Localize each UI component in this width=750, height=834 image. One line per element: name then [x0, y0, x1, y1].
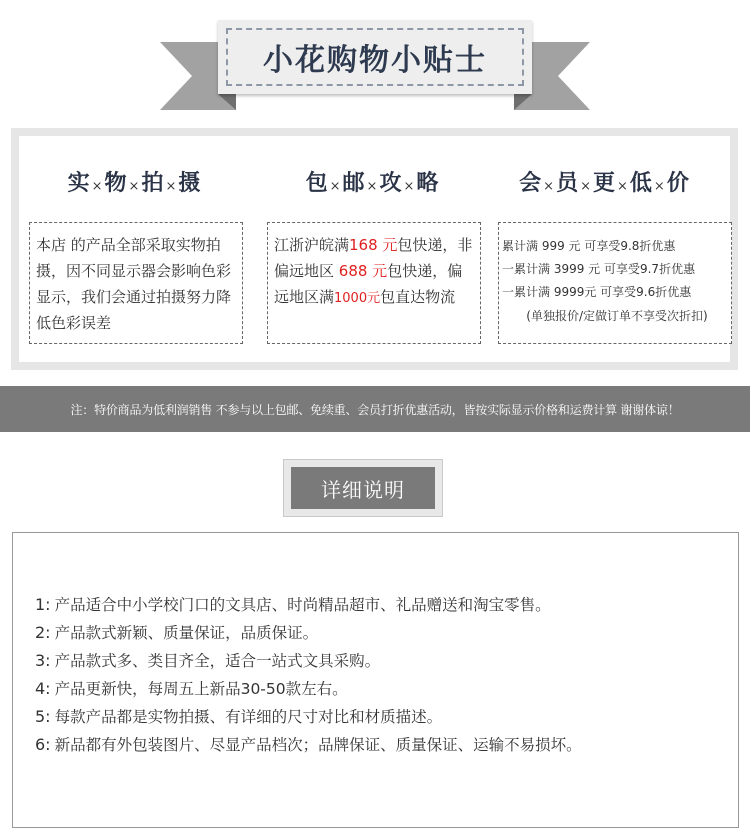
- member-discount-note: (单独报价/定做订单不享受次折扣): [526, 309, 708, 323]
- notice-bar: [0, 386, 750, 432]
- banner-box: [218, 20, 532, 94]
- tips-inner: [19, 136, 730, 362]
- tip-box-shipping: [267, 222, 481, 344]
- detail-title-frame: [283, 459, 443, 517]
- detail-title: 详细说明: [321, 477, 405, 502]
- price-1000: 1000元: [334, 291, 381, 306]
- tip-shipping-column: [257, 136, 487, 362]
- member-discount-line: 累计满 999 元 可享受9.8折优惠: [502, 239, 676, 253]
- member-discount-line: 一累计满 3999 元 可享受9.7折优惠: [502, 262, 696, 276]
- tip-member-column: [489, 136, 719, 362]
- detail-box: [12, 532, 739, 828]
- tip-box-member: [498, 222, 732, 344]
- detail-title-box: [291, 467, 435, 509]
- detail-list: [35, 591, 725, 759]
- price-168: 168 元: [349, 236, 398, 254]
- detail-item: 1: 产品适合中小学校门口的文具店、时尚精品超市、礼品赠送和淘宝零售。: [35, 595, 551, 614]
- tips-panel: [11, 128, 738, 370]
- detail-item: 6: 新品都有外包装图片、尽显产品档次；品牌保证、质量保证、运输不易损坏。: [35, 735, 582, 754]
- detail-item: 2: 产品款式新颖、质量保证，品质保证。: [35, 623, 319, 642]
- member-discount-line: 一累计满 9999元 可享受9.6折优惠: [502, 285, 692, 299]
- tip-text-shipping: 江浙沪皖满168 元包快递，非偏远地区 688 元包快递，偏远地区满1000元包直达物流: [274, 236, 473, 306]
- tip-box-photo: [29, 222, 243, 344]
- banner: [0, 0, 750, 120]
- member-discount-list: [502, 235, 732, 327]
- tip-photo-column: [19, 136, 249, 362]
- price-688: 688 元: [338, 262, 388, 280]
- banner-inner: [226, 28, 524, 86]
- tip-heading-photo: 实 ×物 ×拍 ×摄: [67, 170, 201, 196]
- detail-item: 4: 产品更新快，每周五上新品30-50款左右。: [35, 679, 348, 698]
- detail-item: 3: 产品款式多、类目齐全，适合一站式文具采购。: [35, 651, 381, 670]
- banner-title: 小花购物小贴士: [263, 43, 487, 78]
- tip-heading-member: 会 ×员 ×更 ×低 ×价: [519, 170, 689, 196]
- notice-text: 注：特价商品为低利润销售 不参与以上包邮、免续重、会员打折优惠活动，皆按实际显示价格和运费计算 谢谢体谅！: [70, 402, 680, 417]
- tip-text-photo: 本店 的产品全部采取实物拍摄，因不同显示器会影响色彩显示，我们会通过拍摄努力降低色彩误差: [36, 236, 232, 332]
- tip-heading-shipping: 包 ×邮 ×攻 ×略: [305, 170, 439, 196]
- detail-item: 5: 每款产品都是实物拍摄、有详细的尺寸对比和材质描述。: [35, 707, 443, 726]
